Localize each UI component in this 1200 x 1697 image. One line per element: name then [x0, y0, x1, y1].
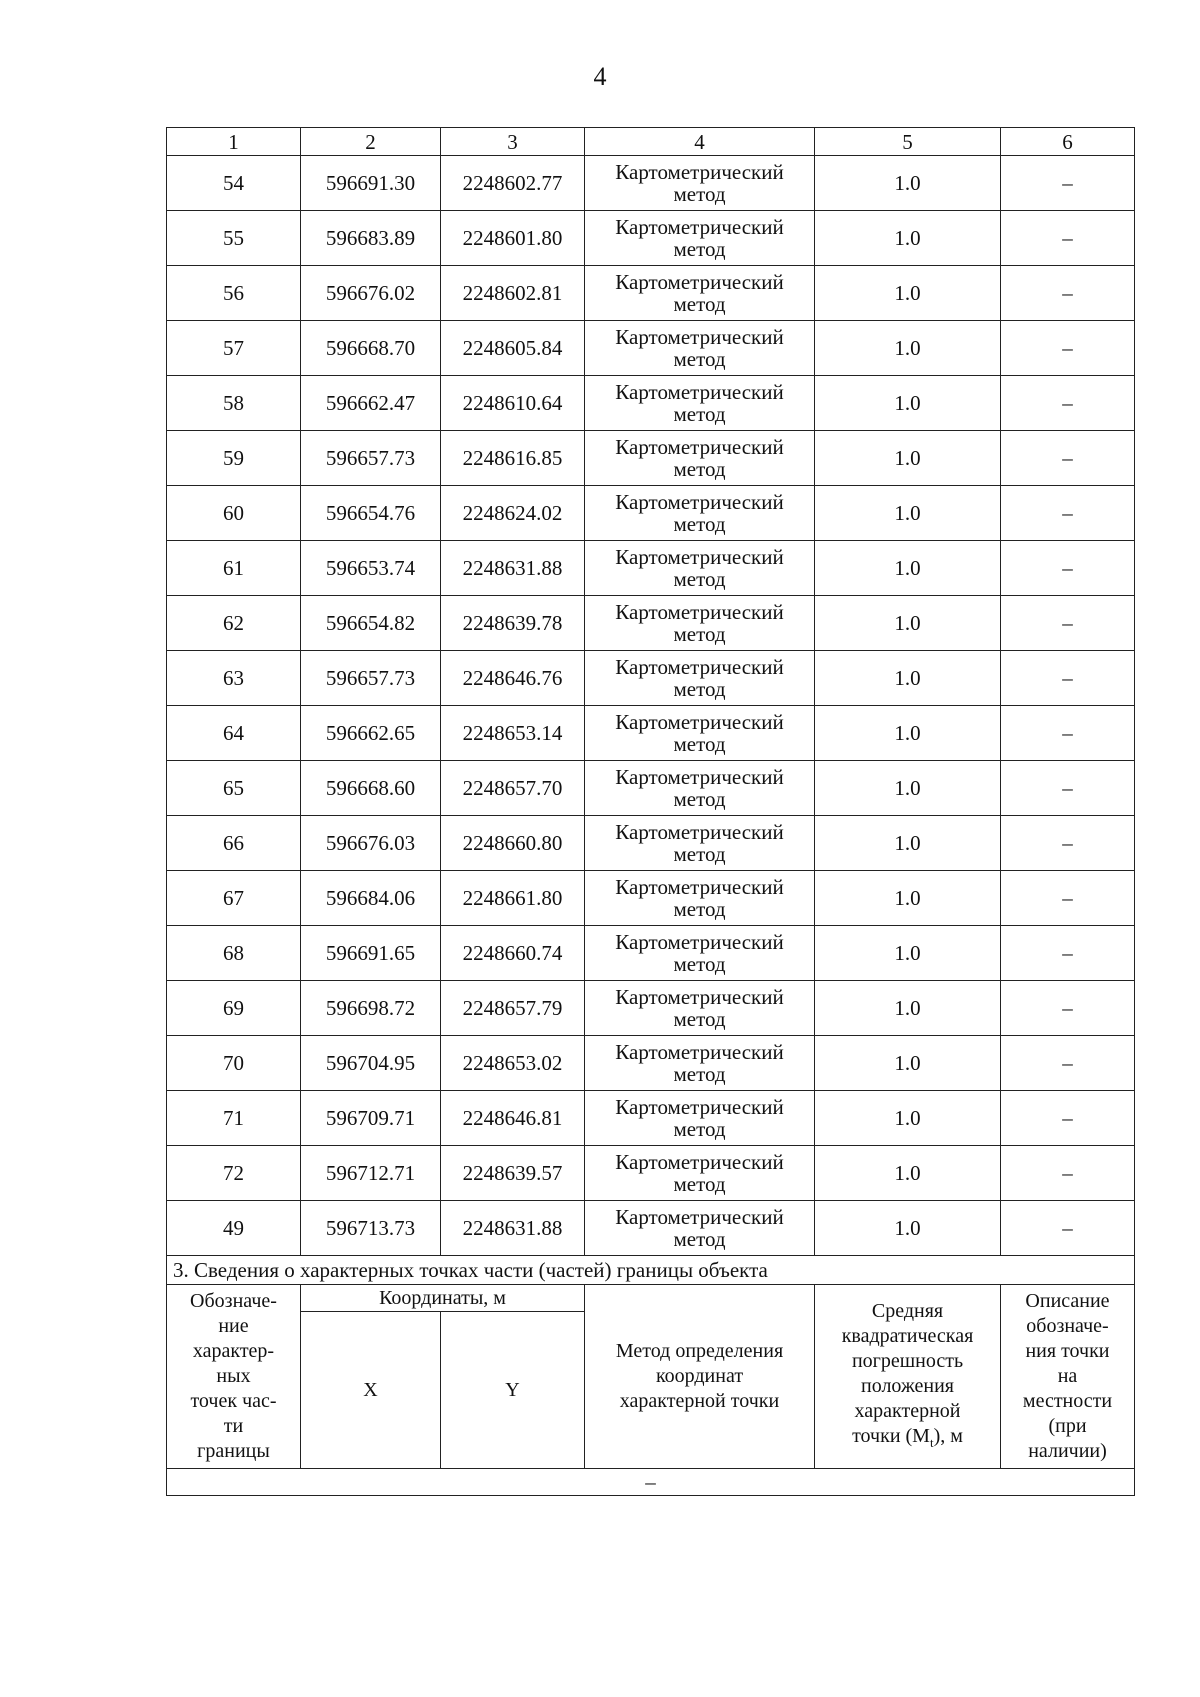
y-coordinate-cell: 2248639.57 [441, 1146, 585, 1201]
x-coordinate-cell: 596712.71 [301, 1146, 441, 1201]
x-coordinate-cell: 596654.76 [301, 486, 441, 541]
header-cell: 2 [301, 128, 441, 156]
error-cell: 1.0 [815, 651, 1001, 706]
error-cell: 1.0 [815, 486, 1001, 541]
x-header: X [301, 1312, 441, 1469]
method-line-1: Картометрический [615, 655, 784, 679]
method-line-2: метод [673, 512, 726, 536]
point-number-cell: 70 [167, 1036, 301, 1091]
point-number-cell: 61 [167, 541, 301, 596]
table-row [167, 486, 1135, 541]
page-number: 4 [593, 62, 607, 91]
error-cell: 1.0 [815, 431, 1001, 486]
table-row [167, 156, 1135, 211]
y-coordinate-cell: 2248646.76 [441, 651, 585, 706]
method-cell [585, 926, 815, 981]
description-header: Описание обозначе- ния точки на местности (при наличии) [1001, 1285, 1135, 1469]
method-line-1: Картометрический [615, 600, 784, 624]
table-row [167, 321, 1135, 376]
error-cell: 1.0 [815, 926, 1001, 981]
section-3-title: 3. Сведения о характерных точках части (частей) границы объекта [167, 1256, 1135, 1285]
y-coordinate-cell: 2248661.80 [441, 871, 585, 926]
section-3-header-row [167, 1285, 1135, 1312]
x-coordinate-cell: 596709.71 [301, 1091, 441, 1146]
section-3-title-row [167, 1256, 1135, 1285]
table-row [167, 1201, 1135, 1256]
error-cell: 1.0 [815, 266, 1001, 321]
error-cell: 1.0 [815, 541, 1001, 596]
coordinates-header: Координаты, м [301, 1285, 585, 1312]
description-cell: – [1001, 871, 1135, 926]
method-cell [585, 1201, 815, 1256]
method-line-2: метод [673, 677, 726, 701]
point-number-cell: 49 [167, 1201, 301, 1256]
method-line-1: Картометрический [615, 985, 784, 1009]
description-cell: – [1001, 376, 1135, 431]
x-coordinate-cell: 596653.74 [301, 541, 441, 596]
method-cell [585, 431, 815, 486]
method-line-1: Картометрический [615, 1150, 784, 1174]
table-row [167, 1146, 1135, 1201]
method-cell [585, 981, 815, 1036]
error-cell: 1.0 [815, 981, 1001, 1036]
x-coordinate-cell: 596662.47 [301, 376, 441, 431]
point-number-cell: 54 [167, 156, 301, 211]
y-coordinate-cell: 2248610.64 [441, 376, 585, 431]
point-number-cell: 57 [167, 321, 301, 376]
y-header: Y [441, 1312, 585, 1469]
method-line-1: Картометрический [615, 380, 784, 404]
method-line-1: Картометрический [615, 820, 784, 844]
method-cell [585, 211, 815, 266]
header-cell: 5 [815, 128, 1001, 156]
method-line-1: Картометрический [615, 545, 784, 569]
y-coordinate-cell: 2248602.81 [441, 266, 585, 321]
table-row [167, 761, 1135, 816]
x-coordinate-cell: 596698.72 [301, 981, 441, 1036]
method-line-1: Картометрический [615, 930, 784, 954]
header-cell: 6 [1001, 128, 1135, 156]
method-line-2: метод [673, 1062, 726, 1086]
header-cell: 4 [585, 128, 815, 156]
y-coordinate-cell: 2248624.02 [441, 486, 585, 541]
table-row [167, 376, 1135, 431]
description-cell: – [1001, 1091, 1135, 1146]
method-line-2: метод [673, 347, 726, 371]
description-cell: – [1001, 1036, 1135, 1091]
table-row [167, 651, 1135, 706]
method-header: Метод определения координат характерной точки [585, 1285, 815, 1469]
error-cell: 1.0 [815, 211, 1001, 266]
description-cell: – [1001, 706, 1135, 761]
x-coordinate-cell: 596668.60 [301, 761, 441, 816]
table-row [167, 1091, 1135, 1146]
description-cell: – [1001, 486, 1135, 541]
method-line-1: Картометрический [615, 1040, 784, 1064]
table-row [167, 926, 1135, 981]
x-coordinate-cell: 596691.30 [301, 156, 441, 211]
header-cell: 1 [167, 128, 301, 156]
method-line-1: Картометрический [615, 435, 784, 459]
method-line-1: Картометрический [615, 875, 784, 899]
y-coordinate-cell: 2248660.80 [441, 816, 585, 871]
method-cell [585, 1036, 815, 1091]
y-coordinate-cell: 2248602.77 [441, 156, 585, 211]
section-3-empty-value: – [167, 1469, 1135, 1496]
method-line-1: Картометрический [615, 160, 784, 184]
y-coordinate-cell: 2248646.81 [441, 1091, 585, 1146]
point-number-cell: 62 [167, 596, 301, 651]
method-line-2: метод [673, 402, 726, 426]
table-row [167, 211, 1135, 266]
x-coordinate-cell: 596683.89 [301, 211, 441, 266]
error-cell: 1.0 [815, 1201, 1001, 1256]
method-cell [585, 1091, 815, 1146]
y-coordinate-cell: 2248631.88 [441, 1201, 585, 1256]
table-row [167, 431, 1135, 486]
x-coordinate-cell: 596662.65 [301, 706, 441, 761]
method-line-1: Картометрический [615, 215, 784, 239]
method-line-2: метод [673, 897, 726, 921]
error-cell: 1.0 [815, 321, 1001, 376]
error-cell: 1.0 [815, 816, 1001, 871]
method-line-2: метод [673, 1227, 726, 1251]
method-cell [585, 706, 815, 761]
method-line-2: метод [673, 237, 726, 261]
method-line-2: метод [673, 292, 726, 316]
table-row [167, 706, 1135, 761]
method-cell [585, 321, 815, 376]
x-coordinate-cell: 596691.65 [301, 926, 441, 981]
y-coordinate-cell: 2248601.80 [441, 211, 585, 266]
description-cell: – [1001, 596, 1135, 651]
x-coordinate-cell: 596676.02 [301, 266, 441, 321]
y-coordinate-cell: 2248616.85 [441, 431, 585, 486]
method-cell [585, 486, 815, 541]
description-cell: – [1001, 816, 1135, 871]
point-number-cell: 65 [167, 761, 301, 816]
description-cell: – [1001, 541, 1135, 596]
description-cell: – [1001, 926, 1135, 981]
error-cell: 1.0 [815, 706, 1001, 761]
error-header: Средняя квадратическая погрешность положения характерной точки $(M_t)$, м [815, 1285, 1001, 1469]
description-cell: – [1001, 211, 1135, 266]
point-number-cell: 63 [167, 651, 301, 706]
method-cell [585, 816, 815, 871]
method-line-1: Картометрический [615, 1205, 784, 1229]
point-number-cell: 69 [167, 981, 301, 1036]
description-cell: – [1001, 321, 1135, 376]
method-cell [585, 541, 815, 596]
method-cell [585, 266, 815, 321]
point-number-cell: 71 [167, 1091, 301, 1146]
header-cell: 3 [441, 128, 585, 156]
subscript-t: t [929, 1434, 934, 1450]
point-number-cell: 64 [167, 706, 301, 761]
x-coordinate-cell: 596704.95 [301, 1036, 441, 1091]
method-cell [585, 376, 815, 431]
y-coordinate-cell: 2248660.74 [441, 926, 585, 981]
table-row [167, 871, 1135, 926]
y-coordinate-cell: 2248653.02 [441, 1036, 585, 1091]
error-cell: 1.0 [815, 376, 1001, 431]
x-coordinate-cell: 596657.73 [301, 651, 441, 706]
x-coordinate-cell: 596657.73 [301, 431, 441, 486]
description-cell: – [1001, 156, 1135, 211]
method-line-1: Картометрический [615, 270, 784, 294]
method-line-2: метод [673, 787, 726, 811]
method-line-2: метод [673, 622, 726, 646]
x-coordinate-cell: 596654.82 [301, 596, 441, 651]
point-number-cell: 67 [167, 871, 301, 926]
method-line-2: метод [673, 842, 726, 866]
y-coordinate-cell: 2248631.88 [441, 541, 585, 596]
y-coordinate-cell: 2248653.14 [441, 706, 585, 761]
point-number-cell: 66 [167, 816, 301, 871]
table-row [167, 541, 1135, 596]
error-cell: 1.0 [815, 1146, 1001, 1201]
method-cell [585, 761, 815, 816]
method-line-1: Картометрический [615, 765, 784, 789]
y-coordinate-cell: 2248657.70 [441, 761, 585, 816]
point-number-cell: 68 [167, 926, 301, 981]
y-coordinate-cell: 2248605.84 [441, 321, 585, 376]
table-row [167, 266, 1135, 321]
point-number-cell: 55 [167, 211, 301, 266]
x-coordinate-cell: 596713.73 [301, 1201, 441, 1256]
designation-header: Обозначе- ние характер- ных точек час- ти границы [167, 1285, 301, 1469]
method-line-2: метод [673, 732, 726, 756]
table-row [167, 816, 1135, 871]
description-cell: – [1001, 1201, 1135, 1256]
method-cell [585, 651, 815, 706]
description-cell: – [1001, 1146, 1135, 1201]
method-line-2: метод [673, 567, 726, 591]
error-cell: 1.0 [815, 156, 1001, 211]
description-cell: – [1001, 761, 1135, 816]
error-cell: 1.0 [815, 871, 1001, 926]
method-cell [585, 871, 815, 926]
method-line-2: метод [673, 182, 726, 206]
error-cell: 1.0 [815, 1091, 1001, 1146]
method-line-2: метод [673, 1117, 726, 1141]
method-line-2: метод [673, 1172, 726, 1196]
method-cell [585, 156, 815, 211]
table-header-row [167, 128, 1135, 156]
coordinates-table [166, 127, 1135, 1496]
method-line-1: Картометрический [615, 490, 784, 514]
description-cell: – [1001, 981, 1135, 1036]
point-number-cell: 60 [167, 486, 301, 541]
method-cell [585, 596, 815, 651]
method-line-2: метод [673, 457, 726, 481]
table-row [167, 981, 1135, 1036]
description-cell: – [1001, 266, 1135, 321]
method-line-1: Картометрический [615, 325, 784, 349]
section-3-empty-row [167, 1469, 1135, 1496]
method-line-2: метод [673, 1007, 726, 1031]
error-cell: 1.0 [815, 1036, 1001, 1091]
method-cell [585, 1146, 815, 1201]
method-line-2: метод [673, 952, 726, 976]
point-number-cell: 59 [167, 431, 301, 486]
method-line-1: Картометрический [615, 710, 784, 734]
error-cell: 1.0 [815, 596, 1001, 651]
description-cell: – [1001, 651, 1135, 706]
y-coordinate-cell: 2248657.79 [441, 981, 585, 1036]
x-coordinate-cell: 596684.06 [301, 871, 441, 926]
table-row [167, 596, 1135, 651]
table-row [167, 1036, 1135, 1091]
point-number-cell: 56 [167, 266, 301, 321]
point-number-cell: 72 [167, 1146, 301, 1201]
error-cell: 1.0 [815, 761, 1001, 816]
method-line-1: Картометрический [615, 1095, 784, 1119]
y-coordinate-cell: 2248639.78 [441, 596, 585, 651]
description-cell: – [1001, 431, 1135, 486]
point-number-cell: 58 [167, 376, 301, 431]
x-coordinate-cell: 596676.03 [301, 816, 441, 871]
x-coordinate-cell: 596668.70 [301, 321, 441, 376]
